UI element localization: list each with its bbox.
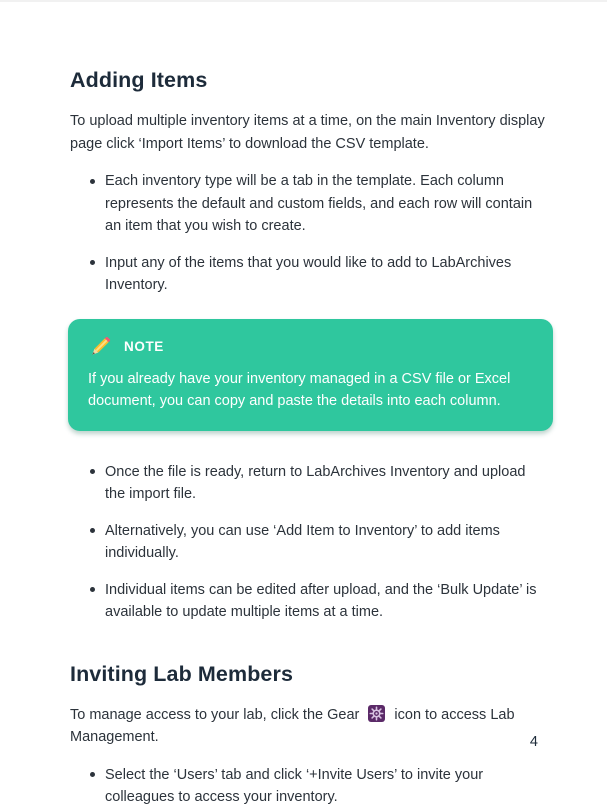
bullet-list-after-note xyxy=(70,461,545,624)
list-item: Input any of the items that you would like to add to LabArchives Inventory. xyxy=(70,252,545,297)
bullet-list-before-note xyxy=(70,170,545,297)
list-item: Select the ‘Users’ tab and click ‘+Invite Users’ to invite your colleagues to access your inventory. xyxy=(70,764,545,809)
gear-icon xyxy=(368,705,385,722)
list-item: Alternatively, you can use ‘Add Item to Inventory’ to add items individually. xyxy=(70,520,545,565)
inviting-members-intro xyxy=(70,704,545,749)
page-number: 4 xyxy=(529,734,538,750)
bullet-list-inviting xyxy=(70,764,545,809)
intro-text-after-gear: icon to access Lab Management. xyxy=(70,706,515,745)
list-item: Individual items can be edited after upload, and the ‘Bulk Update’ is available to update multiple items at a time. xyxy=(70,579,545,624)
note-title-row xyxy=(88,334,535,359)
document-page xyxy=(0,2,607,805)
list-item: Once the file is ready, return to LabArchives Inventory and upload the import file. xyxy=(70,461,545,506)
intro-text-before-gear: To manage access to your lab, click the Gear xyxy=(70,706,360,723)
section-heading-adding-items: Adding Items xyxy=(70,68,208,92)
list-item: Each inventory type will be a tab in the template. Each column represents the default and custom fields, and each row will contain an item that you wish to create. xyxy=(70,170,545,238)
note-text: If you already have your inventory managed in a CSV file or Excel document, you can copy and paste the details into each column. xyxy=(88,370,511,409)
section-heading-inviting-lab-members: Inviting Lab Members xyxy=(70,661,294,686)
note-label: NOTE xyxy=(124,338,164,354)
note-callout xyxy=(68,319,553,431)
pencil-emoji-icon xyxy=(88,334,113,359)
adding-items-intro: To upload multiple inventory items at a time, on the main Inventory display page click ‘Import Items’ to download the CSV template. xyxy=(70,113,545,152)
